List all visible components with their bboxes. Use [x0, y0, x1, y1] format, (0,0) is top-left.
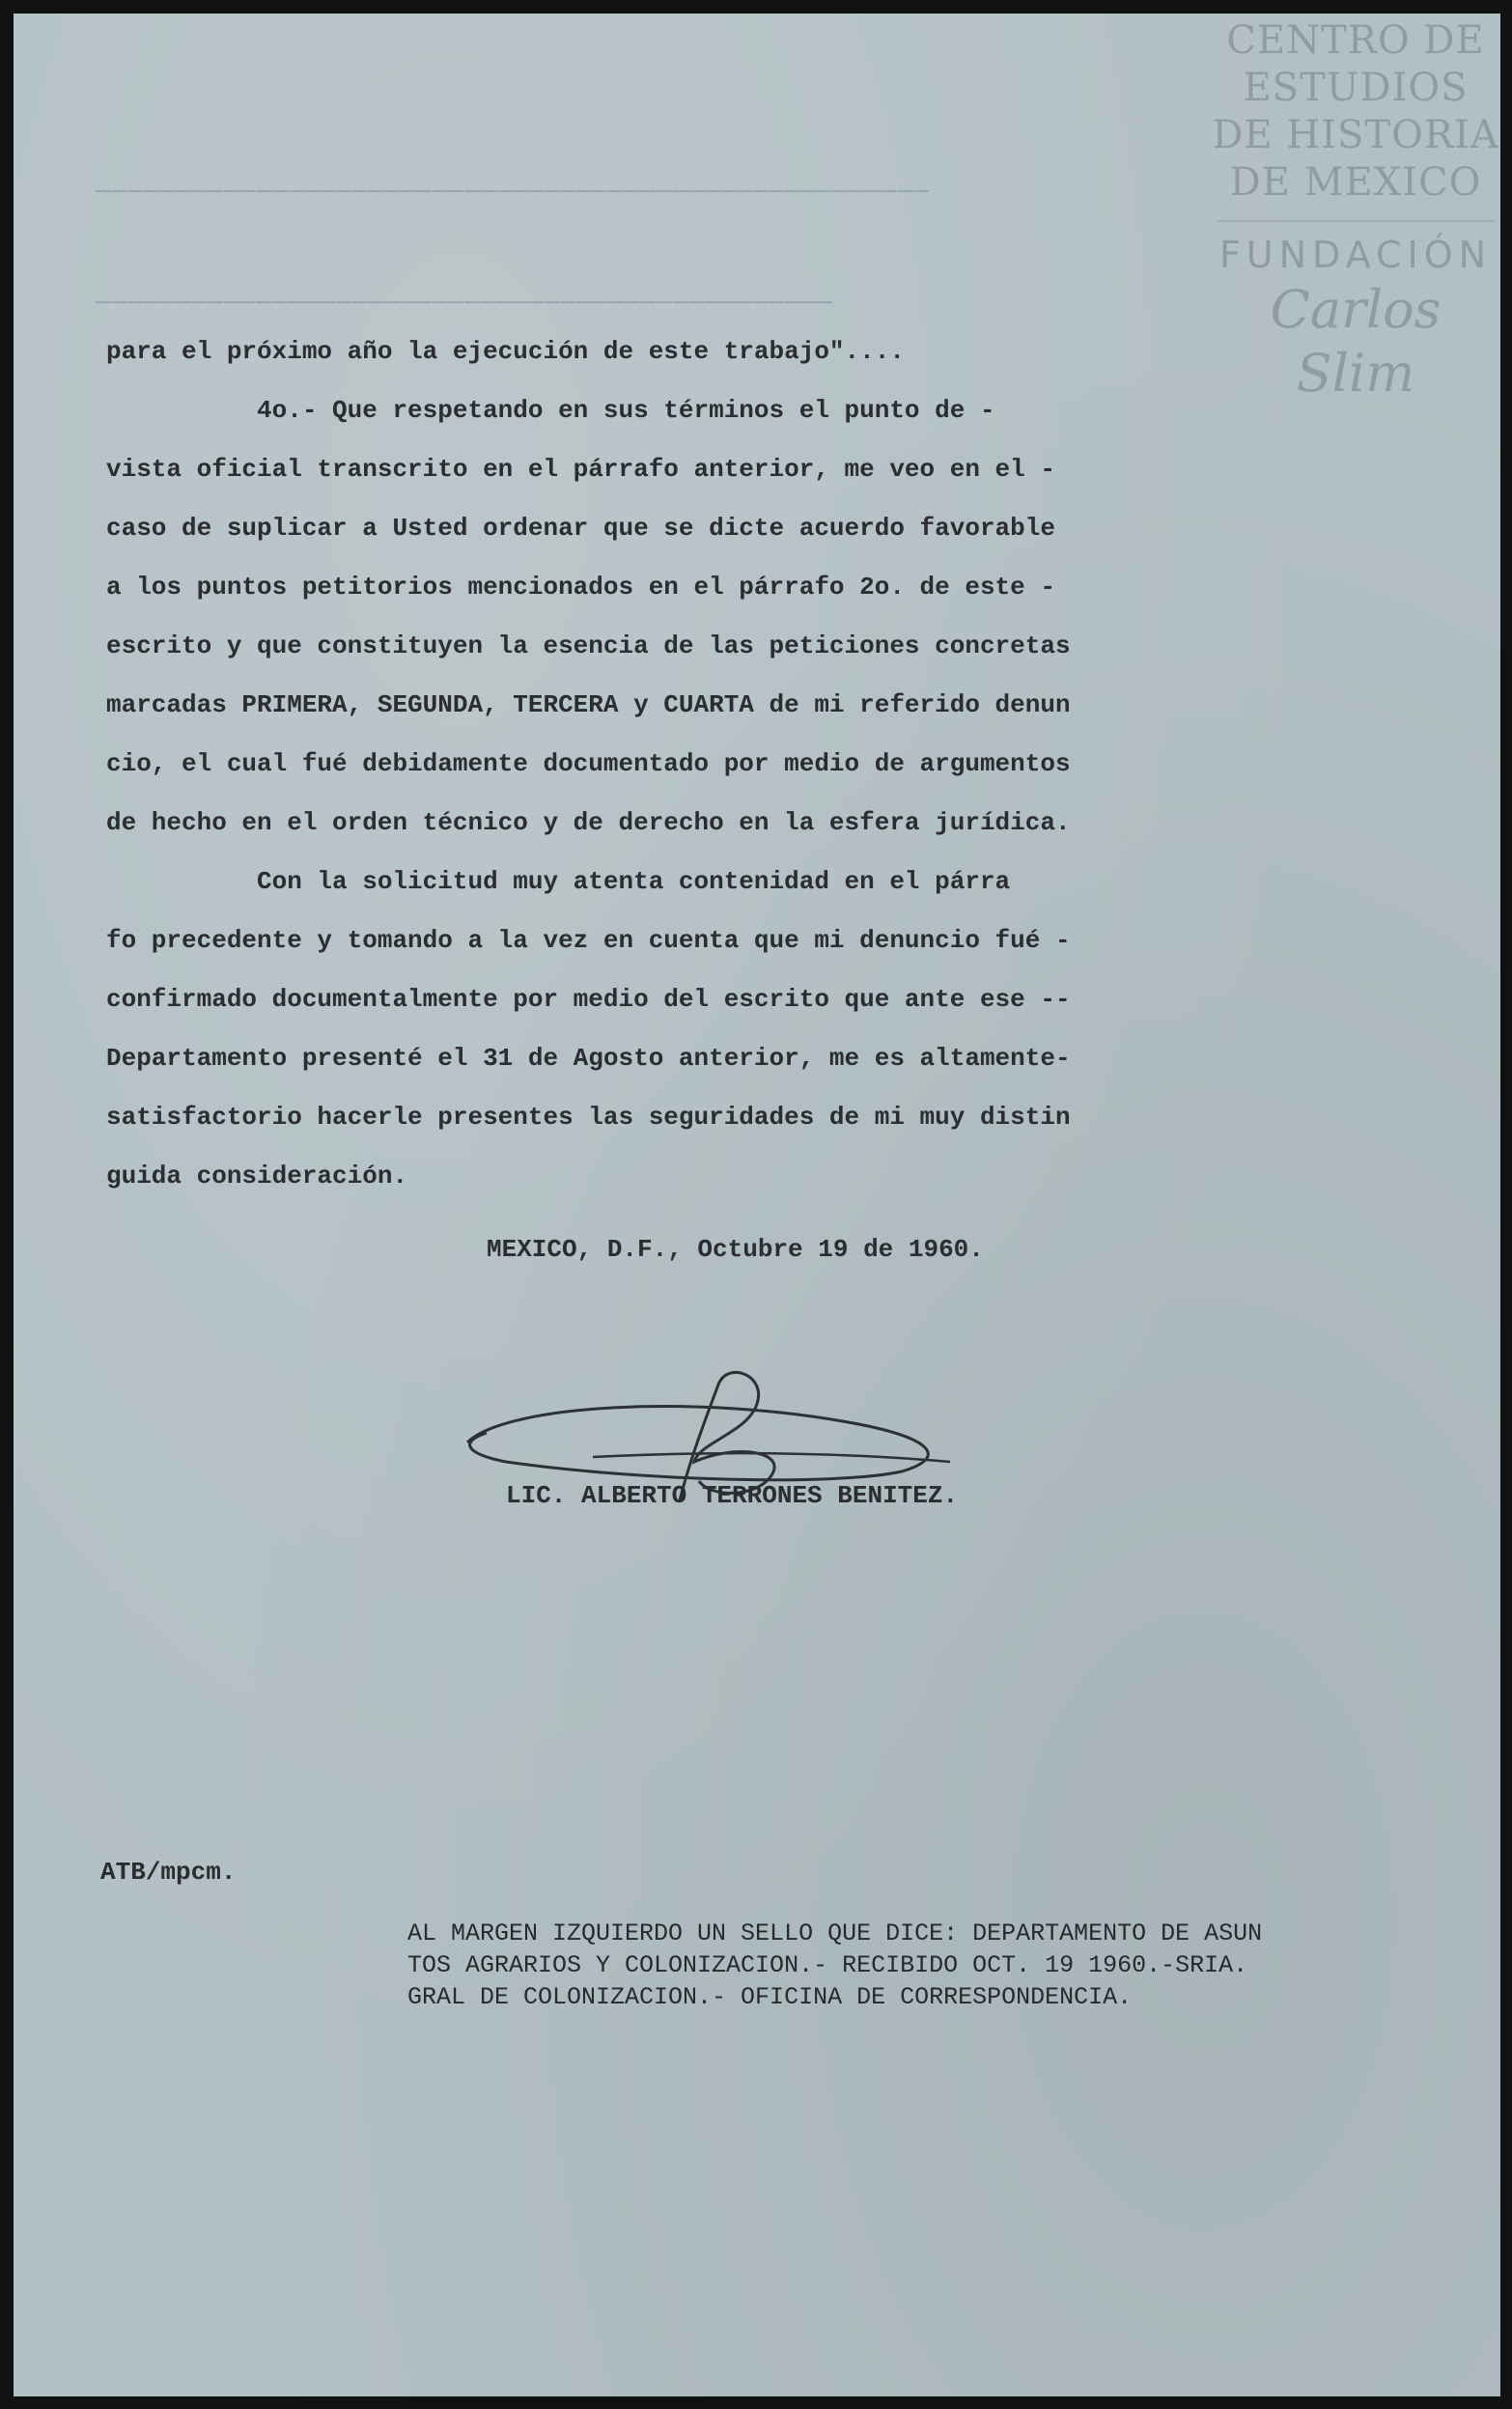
- body-line: caso de suplicar a Usted ordenar que se dicte acuerdo favorable: [106, 514, 1055, 543]
- document-page: [14, 14, 1500, 2396]
- body-line: cio, el cual fué debidamente documentado por medio de argumentos: [106, 749, 1071, 778]
- watermark-line: DE MEXICO: [1229, 160, 1482, 205]
- signer-name: LIC. ALBERTO TERRONES BENITEZ.: [506, 1481, 959, 1510]
- margin-note-line: GRAL DE COLONIZACION.- OFICINA DE CORRESPONDENCIA.: [407, 1983, 1133, 2011]
- body-line: fo precedente y tomando a la vez en cuenta que mi denuncio fué -: [106, 926, 1071, 955]
- body-line: para el próximo año la ejecución de este trabajo"....: [106, 337, 905, 366]
- body-line: de hecho en el orden técnico y de derecho en la esfera jurídica.: [106, 808, 1071, 837]
- watermark-line: CENTRO DE: [1226, 18, 1485, 63]
- body-line: a los puntos petitorios mencionados en el párrafo 2o. de este -: [106, 573, 1055, 602]
- margin-stamp-note: [407, 1918, 1470, 2013]
- body-line: satisfactorio hacerle presentes las seguridades de mi muy distin: [106, 1103, 1071, 1132]
- body-line: marcadas PRIMERA, SEGUNDA, TERCERA y CUARTA de mi referido denun: [106, 690, 1071, 719]
- body-line: vista oficial transcrito en el párrafo anterior, me veo en el -: [106, 455, 1055, 484]
- watermark-line: DE HISTORIA: [1212, 113, 1499, 157]
- bleed-through-rule: ────────────────────────────────────────────────────: [96, 178, 930, 207]
- body-line: confirmado documentalmente por medio del escrito que ante ese --: [106, 985, 1071, 1014]
- margin-note-line: TOS AGRARIOS Y COLONIZACION.- RECIBIDO OCT. 19 1960.-SRIA.: [407, 1951, 1248, 1979]
- body-line: escrito y que constituyen la esencia de las peticiones concretas: [106, 631, 1071, 660]
- reference-initials: ATB/mpcm.: [100, 1858, 237, 1887]
- watermark-divider: [1217, 220, 1495, 222]
- letter-body: [106, 322, 1265, 1206]
- body-line: Departamento presenté el 31 de Agosto anterior, me es altamente-: [106, 1044, 1071, 1073]
- bleed-through-rule: ──────────────────────────────────────────────: [96, 289, 833, 318]
- watermark-signature: Carlos Slim: [1270, 279, 1442, 404]
- body-line: guida consideración.: [106, 1162, 408, 1190]
- margin-note-line: AL MARGEN IZQUIERDO UN SELLO QUE DICE: DEPARTAMENTO DE ASUN: [407, 1919, 1263, 1947]
- body-line: Con la solicitud muy atenta contenidad en el párra: [106, 867, 1011, 896]
- watermark-line: ESTUDIOS: [1243, 66, 1469, 110]
- watermark-fundacion: FUNDACIÓN: [1218, 234, 1493, 276]
- body-line: 4o.- Que respetando en sus términos el punto de -: [106, 396, 995, 425]
- place-and-date: MEXICO, D.F., Octubre 19 de 1960.: [487, 1235, 984, 1264]
